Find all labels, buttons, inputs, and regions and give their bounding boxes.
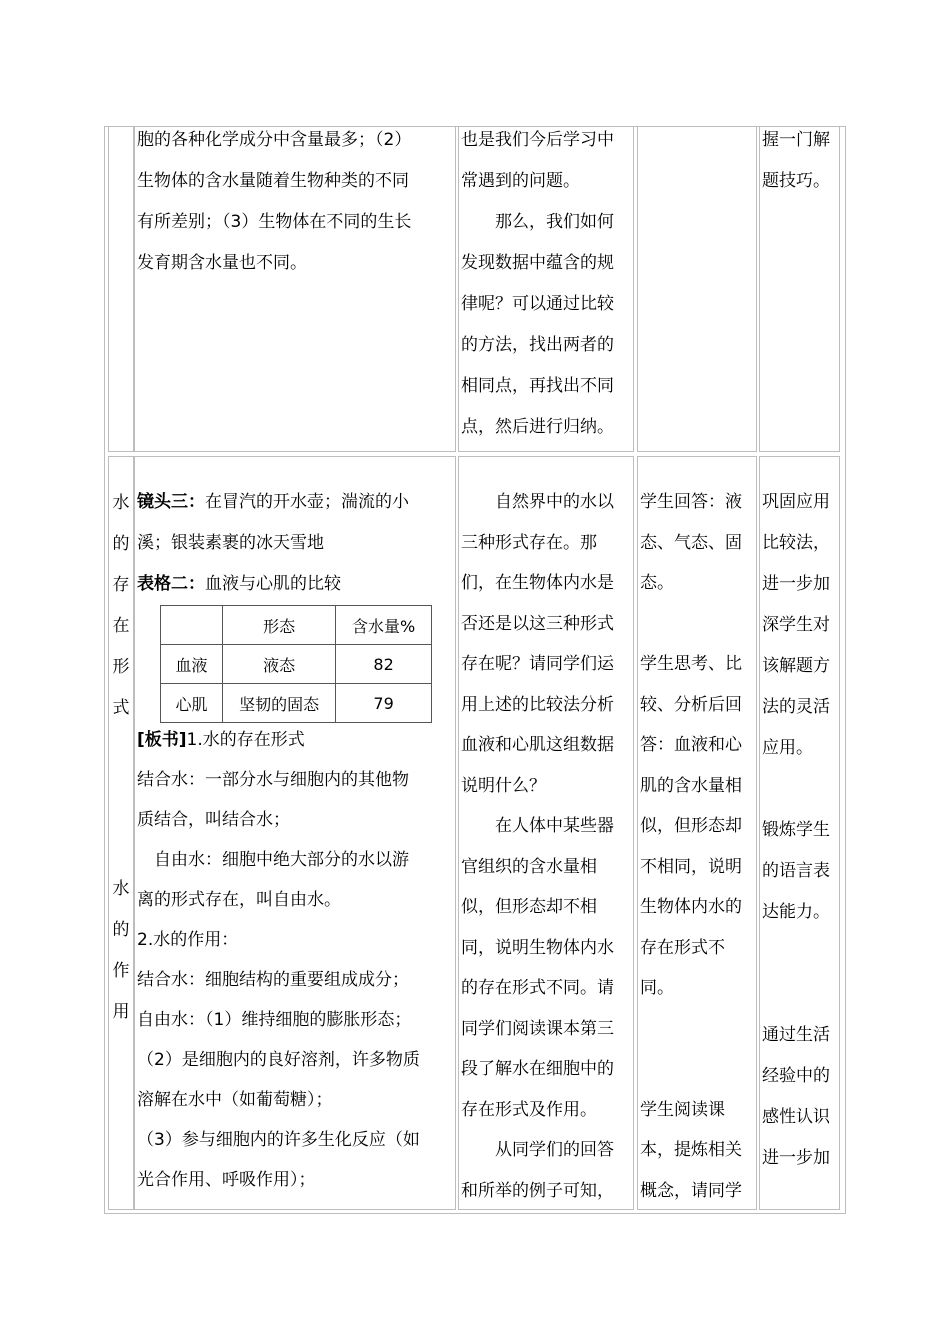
- table-row: [161, 645, 432, 684]
- text-line: 存在呢？请同学们运: [461, 654, 614, 674]
- text-line: 法的灵活: [762, 697, 830, 717]
- text-line: 自然界中的水以: [461, 492, 614, 512]
- text-line: 不相同，说明: [640, 856, 742, 877]
- text-line: 也是我们今后学习中: [461, 130, 614, 150]
- text-line: 溪；银装素裹的冰天雪地: [137, 533, 324, 553]
- text-line: 结合水：一部分水与细胞内的其他物: [137, 770, 409, 790]
- text-line: [762, 933, 840, 974]
- text-line: 进一步加: [762, 574, 830, 594]
- table-cell: 液态: [223, 645, 336, 684]
- text-line: 深学生对: [762, 615, 830, 635]
- row1-col1-cell: [108, 126, 134, 452]
- text-line: （2）是细胞内的良好溶剂，许多物质: [137, 1050, 420, 1070]
- text-line: 似，但形态却: [640, 816, 742, 836]
- text-line: 该解题方: [762, 656, 830, 676]
- text-line: 同，说明生物体内水: [461, 937, 614, 958]
- row2-col4-text: [640, 482, 756, 1211]
- text-line: 光合作用、呼吸作用）；: [137, 1170, 316, 1190]
- text-line: （3）参与细胞内的许多生化反应（如: [137, 1130, 420, 1150]
- text-line: 态、气态、固: [640, 532, 742, 553]
- table-cell: 心肌: [161, 684, 223, 723]
- text-line: 有所差别；（3）生物体在不同的生长: [137, 212, 412, 232]
- text-line: 那么，我们如何: [461, 212, 614, 232]
- table-cell: 79: [336, 684, 432, 723]
- row1-col4-cell: [637, 126, 757, 452]
- table-row: [161, 684, 432, 723]
- text-line: [640, 604, 756, 645]
- text-line: 三种形式存在。那: [461, 532, 597, 553]
- text-line: 概念，请同学: [640, 1180, 742, 1201]
- vertical-char: 的: [112, 920, 130, 940]
- table-cell: 82: [336, 645, 432, 684]
- text-line: 和所举的例子可知，: [461, 1180, 614, 1201]
- text-line: 比较法，: [762, 533, 830, 553]
- row2-col2-board-text: [137, 720, 455, 1200]
- table-title: 表格二：: [137, 574, 205, 594]
- row2-col3-text: [461, 482, 633, 1211]
- text-line: [640, 1009, 756, 1050]
- text-line: 存在形式及作用。: [461, 1099, 597, 1120]
- text-line: 说明什么？: [461, 775, 546, 796]
- text-line: 自由水：细胞中绝大部分的水以游: [137, 850, 409, 870]
- row1-col3-text: [461, 120, 633, 448]
- text-line: 相同点，再找出不同: [461, 376, 614, 396]
- text-line: 溶解在水中（如葡萄糖）；: [137, 1090, 333, 1110]
- table-cell: 坚韧的固态: [223, 684, 336, 723]
- text-line: 结合水：细胞结构的重要组成成分；: [137, 970, 409, 990]
- text-line: 存在形式不: [640, 937, 725, 958]
- text-line: 进一步加: [762, 1148, 830, 1168]
- text-line: 的存在形式不同。请: [461, 978, 614, 998]
- text-line: 质结合，叫结合水；: [137, 810, 290, 830]
- text-line: 达能力。: [762, 902, 830, 922]
- vertical-char: 的: [112, 534, 130, 554]
- table-title-rest: 血液与心肌的比较: [205, 574, 341, 594]
- text-line: 发育期含水量也不同。: [137, 253, 307, 273]
- text-line: 常遇到的问题。: [461, 171, 580, 191]
- text-line: 握一门解: [762, 130, 830, 150]
- text-line: 离的形式存在，叫自由水。: [137, 890, 341, 910]
- text-line: 胞的各种化学成分中含量最多；（2）: [137, 130, 412, 150]
- text-line: 血液和心肌这组数据: [461, 735, 614, 755]
- vertical-char: 水: [112, 493, 130, 513]
- vertical-char: 在: [112, 616, 130, 636]
- text-line: 本，提炼相关: [640, 1140, 742, 1160]
- table-header-cell: [161, 606, 223, 645]
- text-line: 否还是以这三种形式: [461, 613, 614, 634]
- table-header-cell: 形态: [223, 606, 336, 645]
- text-line: 用上述的比较法分析: [461, 694, 614, 715]
- vertical-char: 式: [112, 698, 130, 718]
- text-line: 官组织的含水量相: [461, 856, 597, 877]
- row1-col2-text: [137, 120, 455, 284]
- text-line: 题技巧。: [762, 171, 830, 191]
- text-line: 2.水的作用：: [137, 930, 239, 950]
- text-line: 学生阅读课: [640, 1099, 725, 1120]
- text-line: 发现数据中蕴含的规: [461, 253, 614, 273]
- text-line: 们，在生物体内水是: [461, 573, 614, 593]
- text-line: 的方法，找出两者的: [461, 335, 614, 355]
- text-line: 巩固应用: [762, 492, 830, 512]
- text-line: 段了解水在细胞中的: [461, 1059, 614, 1079]
- text-line: 态。: [640, 573, 674, 593]
- row1-col5-text: [762, 120, 840, 202]
- text-line: 点，然后进行归纳。: [461, 417, 614, 437]
- text-line: 似，但形态却不相: [461, 897, 597, 917]
- text-line: [640, 1049, 756, 1090]
- row2-col5-text: [762, 482, 840, 1179]
- vertical-char: 形: [112, 657, 130, 677]
- board-label: [板书]: [137, 730, 187, 750]
- blood-heart-compare-table: [160, 605, 432, 723]
- vertical-char: 作: [112, 961, 130, 981]
- table-title-line: [137, 564, 455, 605]
- text-line: 同。: [640, 978, 674, 998]
- table-cell: 血液: [161, 645, 223, 684]
- shot-line: [137, 482, 455, 523]
- text-line: 律呢？可以通过比较: [461, 294, 614, 314]
- vertical-char: 用: [112, 1002, 130, 1022]
- text-line: 答：血液和心: [640, 735, 742, 755]
- text-line: 肌的含水量相: [640, 775, 742, 796]
- vertical-char: 水: [112, 879, 130, 899]
- vertical-char: 存: [112, 575, 130, 595]
- shot-title: 镜头三：: [137, 492, 205, 512]
- text-line: [762, 974, 840, 1015]
- text-line: [762, 769, 840, 810]
- text-line: 生物体的含水量随着生物种类的不同: [137, 171, 409, 191]
- table-header-cell: 含水量%: [336, 606, 432, 645]
- text-line: 学生思考、比: [640, 654, 742, 674]
- text-line: 从同学们的回答: [461, 1140, 614, 1160]
- board-text: 1.水的存在形式: [186, 730, 305, 750]
- text-line: 同学们阅读课本第三: [461, 1018, 614, 1039]
- text-line: 锻炼学生: [762, 820, 830, 840]
- text-line: 较、分析后回: [640, 694, 742, 715]
- board-line: [137, 720, 455, 760]
- text-line: 应用。: [762, 738, 813, 758]
- row2-col2-top-text: [137, 482, 455, 605]
- text-line: 感性认识: [762, 1107, 830, 1127]
- text-line: 经验中的: [762, 1066, 830, 1086]
- text-line: 学生回答：液: [640, 492, 742, 512]
- text-line: 在人体中某些器: [461, 816, 614, 836]
- text-line: 的语言表: [762, 861, 830, 881]
- shot-text: 在冒汽的开水壶；湍流的小: [205, 492, 409, 512]
- text-line: 通过生活: [762, 1025, 830, 1045]
- text-line: 生物体内水的: [640, 897, 742, 917]
- table-header-row: [161, 606, 432, 645]
- text-line: 自由水：（1）维持细胞的膨胀形态；: [137, 1010, 412, 1030]
